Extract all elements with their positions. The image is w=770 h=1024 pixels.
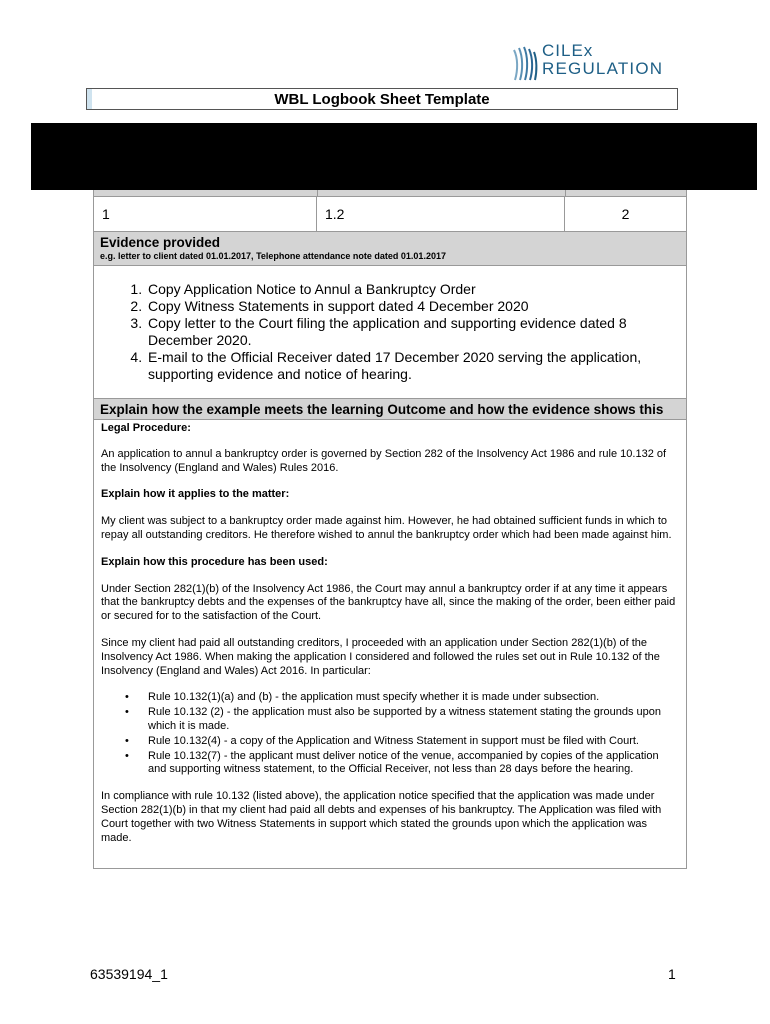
applies-text: My client was subject to a bankruptcy order made against him. However, he had obtained sufficient funds in which to repay all outstanding creditors. He therefore wished to annul the bankruptcy order which had been made against him. xyxy=(101,515,672,541)
evidence-header xyxy=(94,232,686,266)
used-label: Explain how this procedure has been used: xyxy=(101,555,328,568)
used-text-1: Under Section 282(1)(b) of the Insolvency Act 1986, the Court may annul a bankruptcy order if at any time it appears that the bankruptcy debts and the expenses of the bankruptcy have all, since the making of the order, been either paid or secured for to the satisfaction of the Court. xyxy=(101,582,676,623)
evidence-example: e.g. letter to client dated 01.01.2017, Telephone attendance note dated 01.01.2017 xyxy=(100,251,446,261)
evidence-item: 2. Copy Witness Statements in support dated 4 December 2020 xyxy=(146,298,678,315)
evidence-item: 4. E-mail to the Official Receiver dated 17 December 2020 serving the application, supporting evidence and notice of hearing. xyxy=(146,349,678,383)
rule-item xyxy=(125,749,678,778)
numbers-row xyxy=(94,197,686,232)
explain-heading: Explain how the example meets the learning Outcome and how the evidence shows this xyxy=(100,402,664,417)
rule-text: Rule 10.132(7) - the applicant must deliver notice of the venue, accompanied by copies of the application and supporting witness statement, to the Official Receiver, not less than 28 days before the hearing. xyxy=(148,749,659,776)
bullet-icon: • xyxy=(125,691,129,704)
title-accent xyxy=(87,89,92,109)
compliance-text: In compliance with rule 10.132 (listed above), the application notice specified that the application was made under Section 282(1)(b) in that my client had paid all debts and expenses of his bankruptcy. The Application was filed with Court together with two Witness Statements in support which stated the grounds upon which the application was made. xyxy=(101,790,662,844)
rule-item xyxy=(125,734,678,749)
numbers-col-3: 2 xyxy=(621,206,630,222)
applies-label: Explain how it applies to the matter: xyxy=(101,488,290,501)
redaction-bar xyxy=(31,123,757,190)
footer-page-number: 1 xyxy=(668,966,676,982)
cilex-regulation-logo xyxy=(512,42,682,84)
title-box xyxy=(86,88,678,110)
rule-text: Rule 10.132(4) - a copy of the Application and Witness Statement in support must be filed with Court. xyxy=(148,734,639,747)
footer-doc-id: 63539194_1 xyxy=(90,966,168,982)
logo-line-1: CILEx xyxy=(542,41,594,60)
evidence-item: 3. Copy letter to the Court filing the application and supporting evidence dated 8 December 2020. xyxy=(146,315,678,349)
explain-header xyxy=(94,399,686,420)
rule-item xyxy=(125,691,678,705)
evidence-heading: Evidence provided xyxy=(100,235,221,250)
logbook-table xyxy=(93,190,687,869)
evidence-list-cell xyxy=(94,266,686,399)
numbers-col-2: 1.2 xyxy=(317,197,565,231)
numbers-col-1: 1 xyxy=(94,197,317,231)
header-row-stub xyxy=(94,190,686,197)
evidence-item: 1. Copy Application Notice to Annul a Bankruptcy Order xyxy=(146,281,678,298)
cilex-logo-mark-icon xyxy=(512,44,538,82)
bullet-icon: • xyxy=(125,749,129,762)
legal-procedure-label: Legal Procedure: xyxy=(101,422,191,434)
evidence-list xyxy=(116,281,678,383)
legal-procedure-text: An application to annul a bankruptcy order is governed by Section 282 of the Insolvency Act 1986 and rule 10.132 of the Insolvency (England and Wales) Rules 2016. xyxy=(101,447,667,474)
bullet-icon: • xyxy=(125,734,129,747)
used-text-2: Since my client had paid all outstanding creditors, I proceeded with an application under Section 282(1)(b) of the Insolvency Act 1986. When making the application I considered and followed the rules set out in Rule 10.132 of the Insolvency (England and Wales) Act 2016. In particular: xyxy=(101,636,660,677)
explain-body xyxy=(94,420,686,868)
rules-list xyxy=(101,691,678,777)
page-title: WBL Logbook Sheet Template xyxy=(274,90,490,108)
rule-item xyxy=(125,706,678,734)
rule-text: Rule 10.132 (2) - the application must also be supported by a witness statement stating the grounds upon which it is made. xyxy=(148,706,662,732)
rule-text: Rule 10.132(1)(a) and (b) - the application must specify whether it is made under subsection. xyxy=(148,691,600,704)
bullet-icon: • xyxy=(125,706,129,719)
logo-line-2: REGULATION xyxy=(542,59,664,78)
